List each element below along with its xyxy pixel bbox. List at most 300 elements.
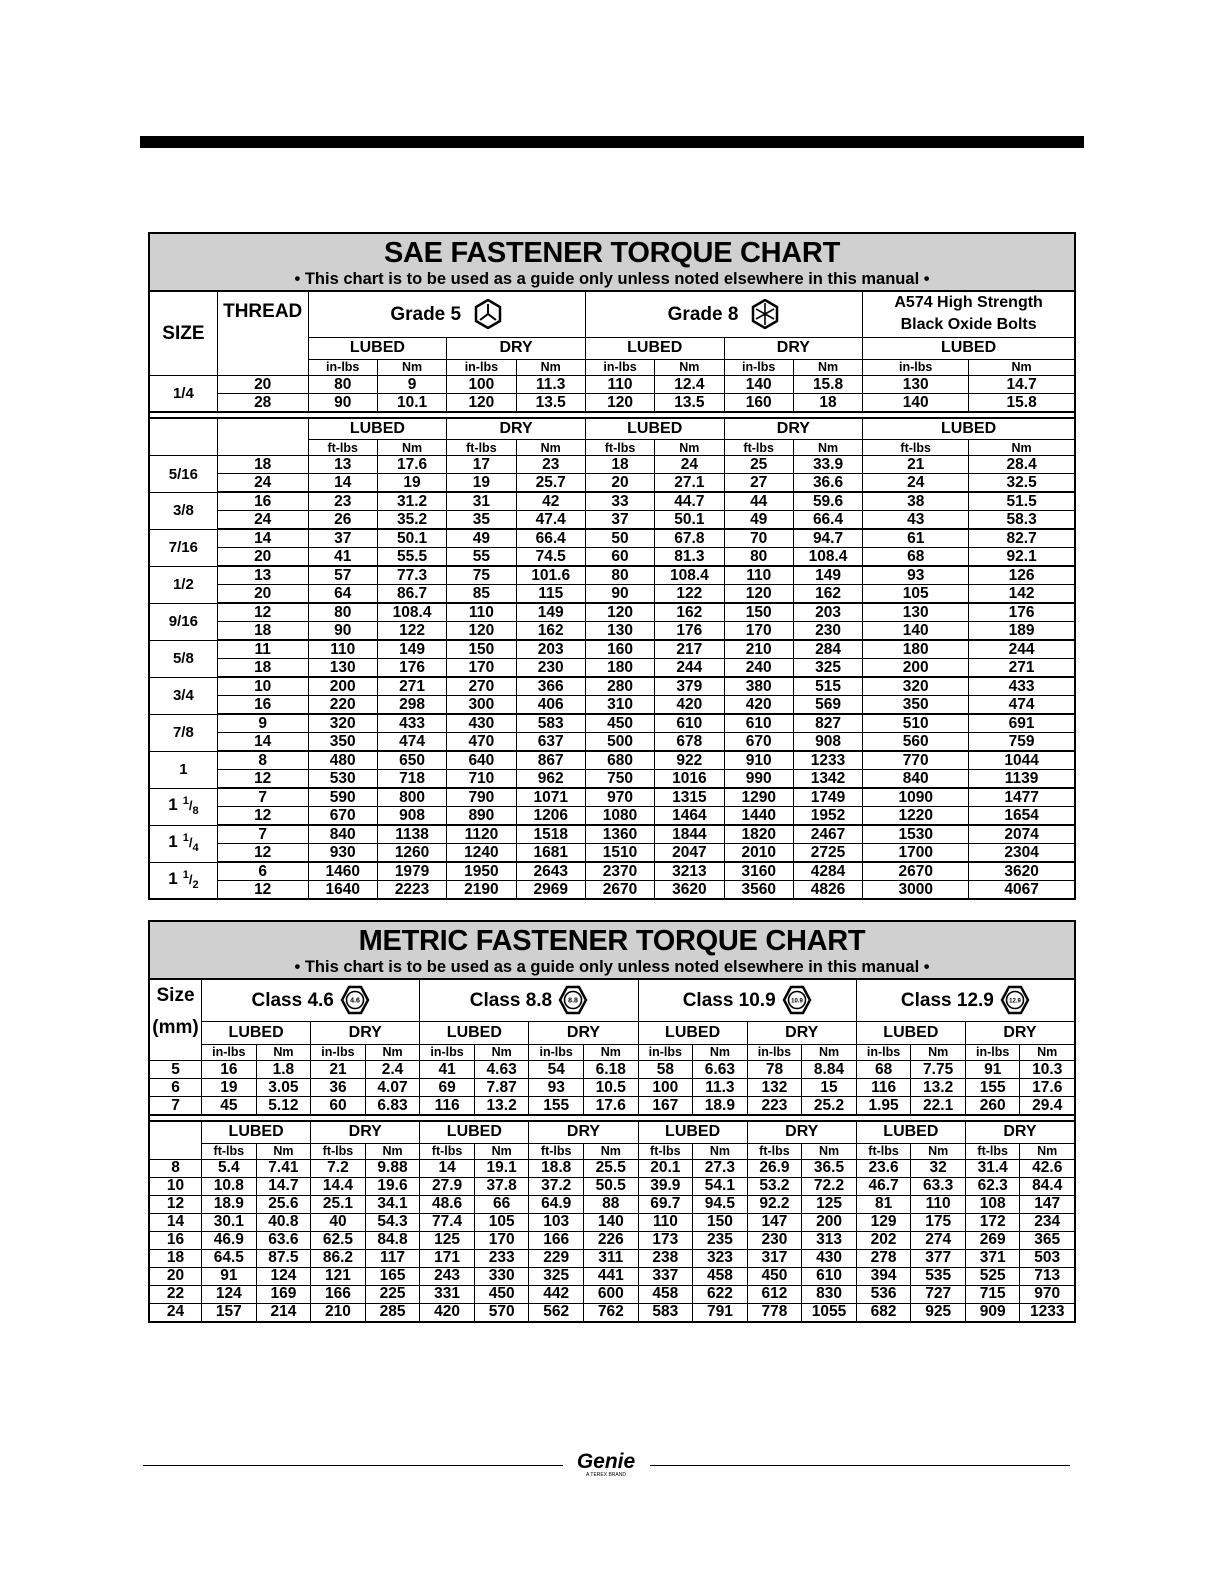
torque-cell: 44 [724, 492, 793, 511]
torque-cell: 569 [793, 696, 862, 715]
unit-label: ft-lbs [308, 440, 377, 456]
torque-cell: 203 [793, 603, 862, 622]
torque-cell: 23.6 [856, 1159, 911, 1177]
metric-mm-label: (mm) [152, 1017, 199, 1039]
torque-cell: 715 [965, 1285, 1020, 1303]
torque-cell: 970 [1020, 1285, 1075, 1303]
torque-cell: 670 [308, 807, 377, 826]
lubed-header: LUBED [638, 1121, 747, 1143]
torque-cell: 610 [655, 714, 724, 733]
unit-label: ft-lbs [724, 440, 793, 456]
size-cell: 1/2 [149, 566, 217, 603]
torque-cell: 14 [420, 1159, 475, 1177]
torque-cell: 3.05 [256, 1079, 311, 1097]
torque-cell: 500 [585, 733, 654, 752]
torque-cell: 49 [724, 511, 793, 530]
torque-cell: 200 [308, 677, 377, 696]
torque-cell: 23 [516, 456, 585, 474]
torque-cell: 46.7 [856, 1177, 911, 1195]
torque-cell: 24 [655, 456, 724, 474]
size-denominator: 8 [192, 805, 199, 818]
torque-cell: 680 [585, 751, 654, 770]
torque-cell: 29.4 [1020, 1097, 1075, 1116]
torque-cell: 274 [911, 1231, 966, 1249]
table-row [149, 807, 1075, 826]
torque-cell: 9.88 [365, 1159, 420, 1177]
unit-label: ft-lbs [202, 1143, 257, 1159]
size-cell: 1 [149, 751, 217, 788]
torque-cell: 727 [911, 1285, 966, 1303]
torque-cell: 117 [365, 1249, 420, 1267]
torque-cell: 1233 [1020, 1303, 1075, 1322]
torque-cell: 2643 [516, 862, 585, 881]
torque-cell: 110 [308, 640, 377, 659]
class-bolt-icon [340, 985, 370, 1015]
thread-cell: 12 [217, 770, 308, 789]
torque-cell: 121 [311, 1267, 366, 1285]
torque-cell: 3620 [655, 881, 724, 900]
class-badge: 8.8 [568, 997, 578, 1005]
unit-nm: Nm [516, 440, 585, 456]
torque-cell: 1518 [516, 825, 585, 844]
torque-cell: 90 [585, 585, 654, 604]
grade5-bolt-icon [473, 299, 503, 329]
torque-cell: 84.4 [1020, 1177, 1075, 1195]
unit-label: ft-lbs [638, 1143, 693, 1159]
torque-cell: 176 [377, 659, 446, 678]
torque-cell: 922 [655, 751, 724, 770]
size-cell: 7 [149, 1097, 202, 1116]
torque-cell: 80 [308, 375, 377, 393]
torque-cell: 3620 [969, 862, 1075, 881]
torque-cell: 1139 [969, 770, 1075, 789]
torque-cell: 640 [447, 751, 516, 770]
thread-cell: 20 [217, 548, 308, 567]
size-cell: 5 [149, 1061, 202, 1079]
torque-cell: 155 [529, 1097, 584, 1116]
unit-label: in-lbs [447, 359, 516, 375]
thread-cell: 18 [217, 622, 308, 641]
torque-cell: 3560 [724, 881, 793, 900]
grade5-dry-2: DRY [447, 418, 586, 440]
torque-cell: 503 [1020, 1249, 1075, 1267]
torque-cell: 311 [583, 1249, 638, 1267]
torque-cell: 101.6 [516, 566, 585, 585]
torque-cell: 337 [638, 1267, 693, 1285]
torque-cell: 130 [585, 622, 654, 641]
size-whole: 1 [168, 869, 178, 889]
torque-cell: 19.1 [474, 1159, 529, 1177]
torque-cell: 420 [420, 1303, 475, 1322]
torque-cell: 325 [529, 1267, 584, 1285]
thread-cell: 12 [217, 603, 308, 622]
table-row [149, 456, 1075, 474]
torque-cell: 82.7 [969, 529, 1075, 548]
torque-cell: 678 [655, 733, 724, 752]
torque-cell: 32.5 [969, 474, 1075, 493]
thread-cell: 16 [217, 696, 308, 715]
torque-cell: 560 [863, 733, 969, 752]
torque-cell: 88 [583, 1195, 638, 1213]
torque-cell: 1342 [793, 770, 862, 789]
table-row [149, 1231, 1075, 1249]
class-header-content [251, 985, 369, 1015]
torque-cell: 170 [724, 622, 793, 641]
torque-cell: 271 [377, 677, 446, 696]
torque-cell: 1749 [793, 788, 862, 807]
torque-cell: 86.7 [377, 585, 446, 604]
torque-cell: 377 [911, 1249, 966, 1267]
torque-cell: 80 [308, 603, 377, 622]
torque-cell: 66.4 [516, 529, 585, 548]
torque-cell: 17.6 [1020, 1079, 1075, 1097]
torque-cell: 244 [655, 659, 724, 678]
unit-nm: Nm [365, 1045, 420, 1061]
torque-cell: 31.4 [965, 1159, 1020, 1177]
torque-cell: 583 [638, 1303, 693, 1322]
torque-cell: 1120 [447, 825, 516, 844]
torque-cell: 930 [308, 844, 377, 863]
torque-cell: 166 [311, 1285, 366, 1303]
thread-cell: 10 [217, 677, 308, 696]
table-row [149, 714, 1075, 733]
torque-cell: 770 [863, 751, 969, 770]
torque-cell: 223 [747, 1097, 802, 1116]
torque-cell: 92.1 [969, 548, 1075, 567]
torque-cell: 64 [308, 585, 377, 604]
torque-cell: 18.9 [693, 1097, 748, 1116]
sae-title: SAE FASTENER TORQUE CHART [149, 233, 1075, 268]
torque-cell: 650 [377, 751, 446, 770]
torque-cell: 172 [965, 1213, 1020, 1231]
size-cell [149, 825, 217, 862]
torque-cell: 7.2 [311, 1159, 366, 1177]
torque-cell: 238 [638, 1249, 693, 1267]
grade5-label: Grade 5 [390, 303, 462, 325]
sae-torque-chart [148, 232, 1076, 900]
torque-cell: 149 [377, 640, 446, 659]
unit-label: in-lbs [202, 1045, 257, 1061]
torque-cell: 4284 [793, 862, 862, 881]
table-row [149, 1303, 1075, 1322]
torque-cell: 173 [638, 1231, 693, 1249]
grade5-lubed-2: LUBED [308, 418, 447, 440]
torque-cell: 18.8 [529, 1159, 584, 1177]
torque-cell: 169 [256, 1285, 311, 1303]
torque-cell: 890 [447, 807, 516, 826]
torque-cell: 94.5 [693, 1195, 748, 1213]
torque-cell: 1260 [377, 844, 446, 863]
unit-label: ft-lbs [747, 1143, 802, 1159]
grade8-header [585, 291, 862, 337]
torque-cell: 243 [420, 1267, 475, 1285]
genie-logo [570, 1448, 642, 1478]
torque-cell: 1055 [802, 1303, 857, 1322]
torque-cell: 430 [802, 1249, 857, 1267]
metric-size-header [149, 979, 202, 1045]
unit-nm: Nm [911, 1045, 966, 1061]
torque-cell: 1016 [655, 770, 724, 789]
torque-cell: 25.5 [583, 1159, 638, 1177]
torque-cell: 155 [965, 1079, 1020, 1097]
torque-cell: 175 [911, 1213, 966, 1231]
torque-cell: 280 [585, 677, 654, 696]
torque-cell: 210 [724, 640, 793, 659]
torque-cell: 13.2 [474, 1097, 529, 1116]
torque-cell: 57 [308, 566, 377, 585]
torque-cell: 450 [585, 714, 654, 733]
torque-cell: 55.5 [377, 548, 446, 567]
size-cell: 8 [149, 1159, 202, 1177]
torque-cell: 46.9 [202, 1231, 257, 1249]
torque-cell: 670 [724, 733, 793, 752]
torque-cell: 365 [1020, 1231, 1075, 1249]
thread-cell: 13 [217, 566, 308, 585]
torque-cell: 1700 [863, 844, 969, 863]
unit-label: ft-lbs [856, 1143, 911, 1159]
torque-cell: 310 [585, 696, 654, 715]
torque-cell: 149 [516, 603, 585, 622]
torque-cell: 791 [693, 1303, 748, 1322]
grade8-lubed-2: LUBED [585, 418, 724, 440]
torque-cell: 59.6 [793, 492, 862, 511]
torque-cell: 86.2 [311, 1249, 366, 1267]
torque-cell: 909 [965, 1303, 1020, 1322]
unit-nm: Nm [1020, 1045, 1075, 1061]
torque-cell: 15.8 [793, 375, 862, 393]
unit-nm: Nm [474, 1045, 529, 1061]
torque-cell: 37.8 [474, 1177, 529, 1195]
torque-cell: 110 [638, 1213, 693, 1231]
grade5-lubed: LUBED [308, 337, 447, 359]
torque-cell: 330 [474, 1267, 529, 1285]
torque-cell: 110 [911, 1195, 966, 1213]
torque-cell: 270 [447, 677, 516, 696]
torque-cell: 637 [516, 733, 585, 752]
torque-cell: 21 [863, 456, 969, 474]
torque-cell: 762 [583, 1303, 638, 1322]
torque-cell: 105 [863, 585, 969, 604]
torque-cell: 19 [447, 474, 516, 493]
unit-label: ft-lbs [863, 440, 969, 456]
torque-cell: 33.9 [793, 456, 862, 474]
table-row [149, 622, 1075, 641]
torque-cell: 61 [863, 529, 969, 548]
torque-cell: 536 [856, 1285, 911, 1303]
torque-cell: 66 [474, 1195, 529, 1213]
torque-cell: 202 [856, 1231, 911, 1249]
torque-cell: 970 [585, 788, 654, 807]
torque-cell: 6.63 [693, 1061, 748, 1079]
size-numerator: 1 [182, 869, 189, 882]
torque-cell: 14 [308, 474, 377, 493]
torque-cell: 180 [863, 640, 969, 659]
torque-cell: 691 [969, 714, 1075, 733]
torque-cell: 366 [516, 677, 585, 696]
torque-cell: 1044 [969, 751, 1075, 770]
size-slash: / [188, 872, 193, 888]
unit-label: ft-lbs [529, 1143, 584, 1159]
torque-cell: 142 [969, 585, 1075, 604]
torque-cell: 200 [802, 1213, 857, 1231]
torque-cell: 42 [516, 492, 585, 511]
unit-label: in-lbs [856, 1045, 911, 1061]
torque-cell: 132 [747, 1079, 802, 1097]
torque-cell: 13.5 [655, 393, 724, 412]
dry-header: DRY [529, 1021, 638, 1044]
dry-header: DRY [747, 1121, 856, 1143]
sae-subtitle: • This chart is to be used as a guide only unless noted elsewhere in this manual • [149, 268, 1075, 291]
thread-header: THREAD [217, 291, 308, 375]
torque-cell: 320 [863, 677, 969, 696]
thread-cell: 7 [217, 788, 308, 807]
unit-nm: Nm [377, 359, 446, 375]
table-row [149, 733, 1075, 752]
lubed-header: LUBED [420, 1121, 529, 1143]
torque-cell: 925 [911, 1303, 966, 1322]
torque-cell: 189 [969, 622, 1075, 641]
unit-nm: Nm [802, 1045, 857, 1061]
torque-cell: 380 [724, 677, 793, 696]
torque-cell: 1820 [724, 825, 793, 844]
size-cell [149, 862, 217, 899]
torque-cell: 1950 [447, 862, 516, 881]
torque-cell: 130 [863, 603, 969, 622]
torque-cell: 41 [308, 548, 377, 567]
svg-text:A TEREX BRAND: A TEREX BRAND [586, 1472, 626, 1478]
torque-cell: 23 [308, 492, 377, 511]
torque-cell: 433 [969, 677, 1075, 696]
table-row [149, 1177, 1075, 1195]
torque-cell: 75 [447, 566, 516, 585]
torque-cell: 150 [447, 640, 516, 659]
torque-cell: 33 [585, 492, 654, 511]
torque-cell: 5.4 [202, 1159, 257, 1177]
torque-cell: 313 [802, 1231, 857, 1249]
torque-cell: 790 [447, 788, 516, 807]
torque-cell: 908 [377, 807, 446, 826]
thread-cell: 20 [217, 375, 308, 393]
a574-lubed: LUBED [863, 337, 1075, 359]
size-numerator: 1 [182, 795, 189, 808]
torque-cell: 441 [583, 1267, 638, 1285]
unit-nm: Nm [256, 1143, 311, 1159]
torque-cell: 44.7 [655, 492, 724, 511]
torque-cell: 1071 [516, 788, 585, 807]
torque-cell: 110 [447, 603, 516, 622]
thread-cell: 11 [217, 640, 308, 659]
torque-cell: 10.5 [583, 1079, 638, 1097]
lubed-header: LUBED [202, 1121, 311, 1143]
torque-cell: 120 [447, 393, 516, 412]
thread-cell: 18 [217, 456, 308, 474]
unit-label: in-lbs [585, 359, 654, 375]
size-whole: 1 [168, 832, 178, 852]
torque-cell: 2370 [585, 862, 654, 881]
table-row [149, 659, 1075, 678]
table-row [149, 603, 1075, 622]
svg-text:Genie: Genie [576, 1450, 636, 1473]
grade5-header [308, 291, 585, 337]
torque-cell: 58.3 [969, 511, 1075, 530]
lubed-header: LUBED [856, 1121, 965, 1143]
table-row [149, 1195, 1075, 1213]
unit-label: in-lbs [308, 359, 377, 375]
torque-cell: 62.5 [311, 1231, 366, 1249]
torque-cell: 325 [793, 659, 862, 678]
torque-cell: 867 [516, 751, 585, 770]
torque-cell: 12.4 [655, 375, 724, 393]
dry-header: DRY [311, 1121, 420, 1143]
torque-cell: 18.9 [202, 1195, 257, 1213]
torque-cell: 26 [308, 511, 377, 530]
torque-cell: 166 [529, 1231, 584, 1249]
torque-cell: 28.4 [969, 456, 1075, 474]
torque-cell: 32 [911, 1159, 966, 1177]
torque-cell: 278 [856, 1249, 911, 1267]
size-cell: 7/8 [149, 714, 217, 751]
torque-cell: 150 [724, 603, 793, 622]
size-cell: 9/16 [149, 603, 217, 640]
thread-cell: 28 [217, 393, 308, 412]
torque-cell: 125 [420, 1231, 475, 1249]
torque-cell: 91 [965, 1061, 1020, 1079]
class-header [856, 979, 1075, 1021]
unit-label: in-lbs [965, 1045, 1020, 1061]
torque-cell: 45 [202, 1097, 257, 1116]
torque-cell: 176 [655, 622, 724, 641]
unit-nm: Nm [474, 1143, 529, 1159]
torque-cell: 600 [583, 1285, 638, 1303]
unit-label: in-lbs [863, 359, 969, 375]
torque-cell: 562 [529, 1303, 584, 1322]
torque-cell: 49 [447, 529, 516, 548]
torque-cell: 203 [516, 640, 585, 659]
class-header [202, 979, 420, 1021]
torque-cell: 84.8 [365, 1231, 420, 1249]
torque-cell: 94.7 [793, 529, 862, 548]
torque-cell: 962 [516, 770, 585, 789]
torque-cell: 525 [965, 1267, 1020, 1285]
torque-cell: 1206 [516, 807, 585, 826]
torque-cell: 244 [969, 640, 1075, 659]
a574-line1: A574 High Strength [894, 294, 1043, 311]
torque-cell: 69.7 [638, 1195, 693, 1213]
torque-cell: 54 [529, 1061, 584, 1079]
torque-cell: 22.1 [911, 1097, 966, 1116]
torque-cell: 1654 [969, 807, 1075, 826]
torque-cell: 70 [724, 529, 793, 548]
thread-cell: 7 [217, 825, 308, 844]
unit-nm: Nm [1020, 1143, 1075, 1159]
unit-nm: Nm [655, 440, 724, 456]
torque-cell: 93 [863, 566, 969, 585]
torque-cell: 16 [202, 1061, 257, 1079]
torque-cell: 36.6 [793, 474, 862, 493]
torque-cell: 1464 [655, 807, 724, 826]
torque-cell: 26.9 [747, 1159, 802, 1177]
torque-cell: 110 [585, 375, 654, 393]
torque-cell: 162 [793, 585, 862, 604]
torque-cell: 2190 [447, 881, 516, 900]
lubed-header: LUBED [420, 1021, 529, 1044]
size-slash: / [188, 798, 193, 814]
torque-cell: 100 [447, 375, 516, 393]
torque-cell: 157 [202, 1303, 257, 1322]
table-row [149, 375, 1075, 393]
torque-cell: 15 [802, 1079, 857, 1097]
table-row [149, 770, 1075, 789]
